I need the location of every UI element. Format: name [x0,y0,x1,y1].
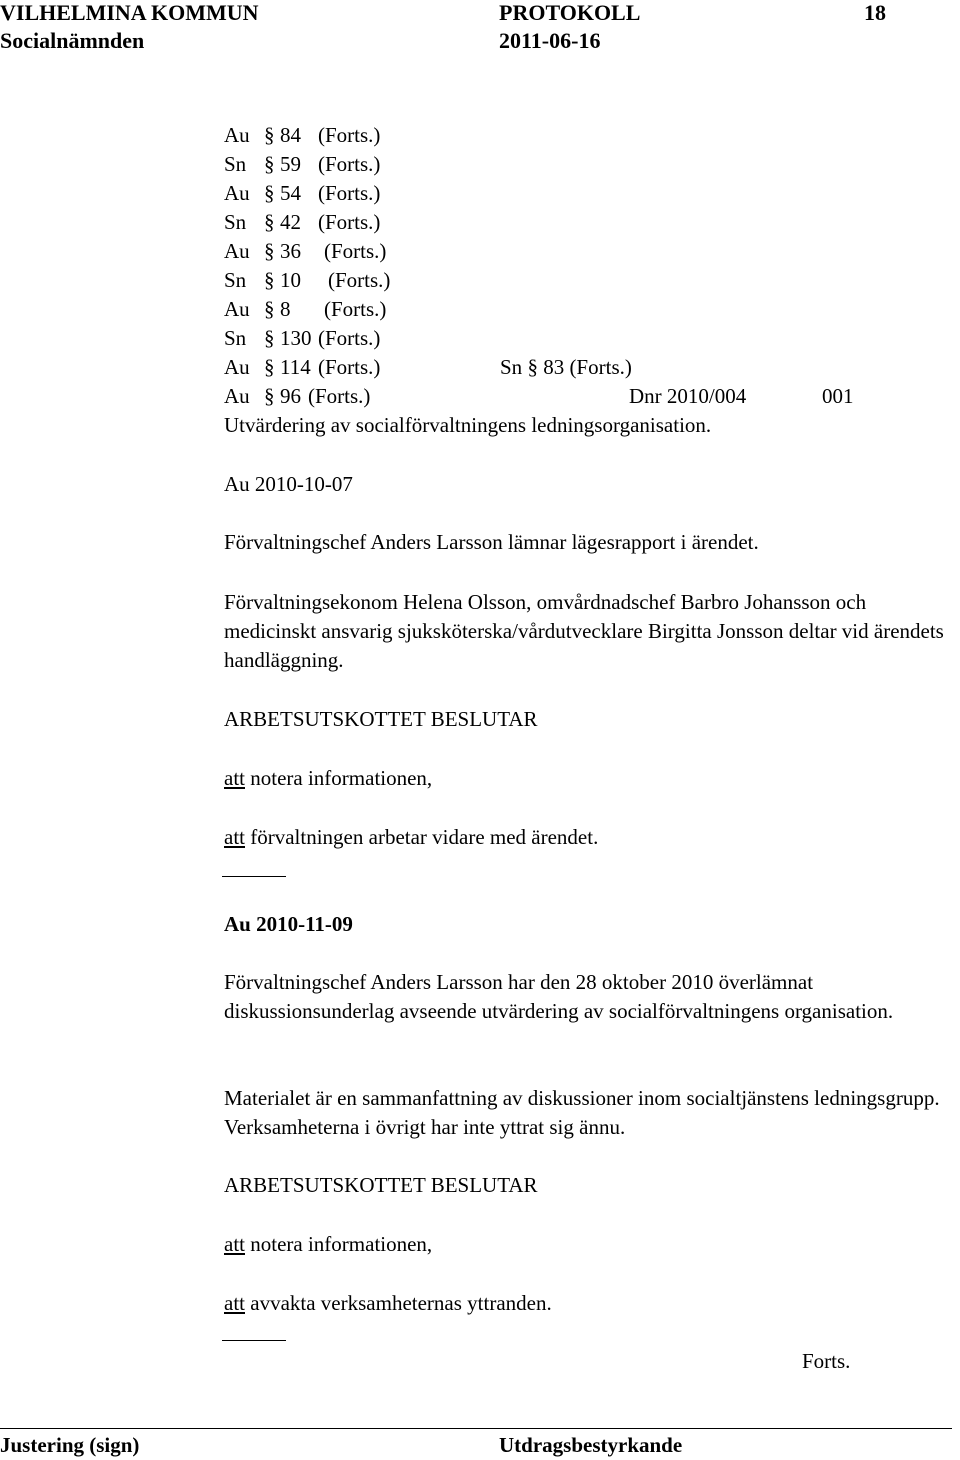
case-subject: Utvärdering av socialförvaltningens ledningsorganisation. [224,413,712,437]
section-symbol: § [264,297,275,321]
section-divider [222,876,286,877]
decision-att: att [224,766,245,790]
reference-forts: (Forts.) [308,384,371,408]
reference-number: 130 [280,326,312,350]
reference-number: 84 [280,123,301,147]
reference-forts: (Forts.) [318,326,381,350]
reference-number: 59 [280,152,301,176]
decision-att: att [224,1232,245,1256]
reference-number: 10 [280,268,301,292]
section-symbol: § [264,123,275,147]
extra-reference [500,353,632,382]
reference-forts: (Forts.) [318,355,381,379]
dnr-label: Dnr 2010/004 [629,384,747,408]
section-divider [222,1340,286,1341]
reference-org: Au [224,297,250,321]
meeting-heading: Au 2010-11-09 [224,912,353,936]
reference-forts: (Forts.) [318,181,381,205]
meeting-paragraph: Förvaltningsekonom Helena Olsson, omvårdnadschef Barbro Johansson och medicinskt ansvarig sjuksköterska/vårdutvecklare Birgitta Jonsson deltar vid ärendets handläggning. [224,590,944,672]
meeting-heading: Au 2010-10-07 [224,472,353,496]
section-symbol: § [264,152,275,176]
meeting-paragraph: Förvaltningschef Anders Larsson har den 28 oktober 2010 överlämnat diskussionsunderlag avseende utvärdering av socialförvaltningens organisation. [224,970,894,1023]
municipality-name: VILHELMINA KOMMUN [0,0,259,25]
continued-marker: Forts. [802,1349,851,1373]
document-type: PROTOKOLL [499,0,641,25]
section-symbol: § [527,355,538,379]
reference-org: Sn [224,152,247,176]
footer-extract-label: Utdragsbestyrkande [499,1433,683,1457]
footer-signature-label: Justering (sign) [0,1433,140,1457]
reference-org: Sn [500,355,523,379]
reference-org: Au [224,123,250,147]
dnr-code: 001 [822,384,854,408]
reference-forts: (Forts.) [324,239,387,263]
reference-number: 36 [280,239,301,263]
reference-org: Au [224,384,250,408]
reference-forts: (Forts.) [569,355,632,379]
page-number: 18 [864,0,886,25]
decision-att: att [224,825,245,849]
meeting-paragraph: Materialet är en sammanfattning av diskussioner inom socialtjänstens ledningsgrupp. Verksamheterna i övrigt har inte yttrat sig ännu. [224,1086,940,1139]
section-symbol: § [264,210,275,234]
reference-number: 54 [280,181,301,205]
reference-org: Au [224,181,250,205]
protocol-date: 2011-06-16 [499,28,601,53]
reference-forts: (Forts.) [324,297,387,321]
reference-number: 8 [280,297,291,321]
section-symbol: § [264,355,275,379]
decision-item [224,1289,552,1318]
reference-number: 114 [280,355,311,379]
decision-att: att [224,1291,245,1315]
section-symbol: § [264,268,275,292]
reference-forts: (Forts.) [318,152,381,176]
reference-org: Au [224,239,250,263]
decision-item [224,1230,432,1259]
reference-org: Sn [224,268,247,292]
decision-text: avvakta verksamheternas yttranden. [245,1291,552,1315]
section-symbol: § [264,181,275,205]
reference-forts: (Forts.) [318,123,381,147]
decision-text: förvaltningen arbetar vidare med ärendet. [245,825,599,849]
reference-org: Sn [224,326,247,350]
footer-rule [0,1428,952,1429]
reference-number: 83 [543,355,565,379]
meeting-paragraph: Förvaltningschef Anders Larsson lämnar lägesrapport i ärendet. [224,530,759,554]
reference-org: Au [224,355,250,379]
reference-forts: (Forts.) [318,210,381,234]
decision-heading: ARBETSUTSKOTTET BESLUTAR [224,707,538,731]
section-symbol: § [264,384,275,408]
section-symbol: § [264,239,275,263]
decision-text: notera informationen, [245,1232,433,1256]
decision-item [224,764,432,793]
reference-number: 96 [280,384,301,408]
section-symbol: § [264,326,275,350]
reference-number: 42 [280,210,301,234]
decision-item [224,823,598,852]
reference-forts: (Forts.) [328,268,391,292]
reference-org: Sn [224,210,247,234]
decision-text: notera informationen, [245,766,433,790]
committee-name: Socialnämnden [0,28,145,53]
decision-heading: ARBETSUTSKOTTET BESLUTAR [224,1173,538,1197]
